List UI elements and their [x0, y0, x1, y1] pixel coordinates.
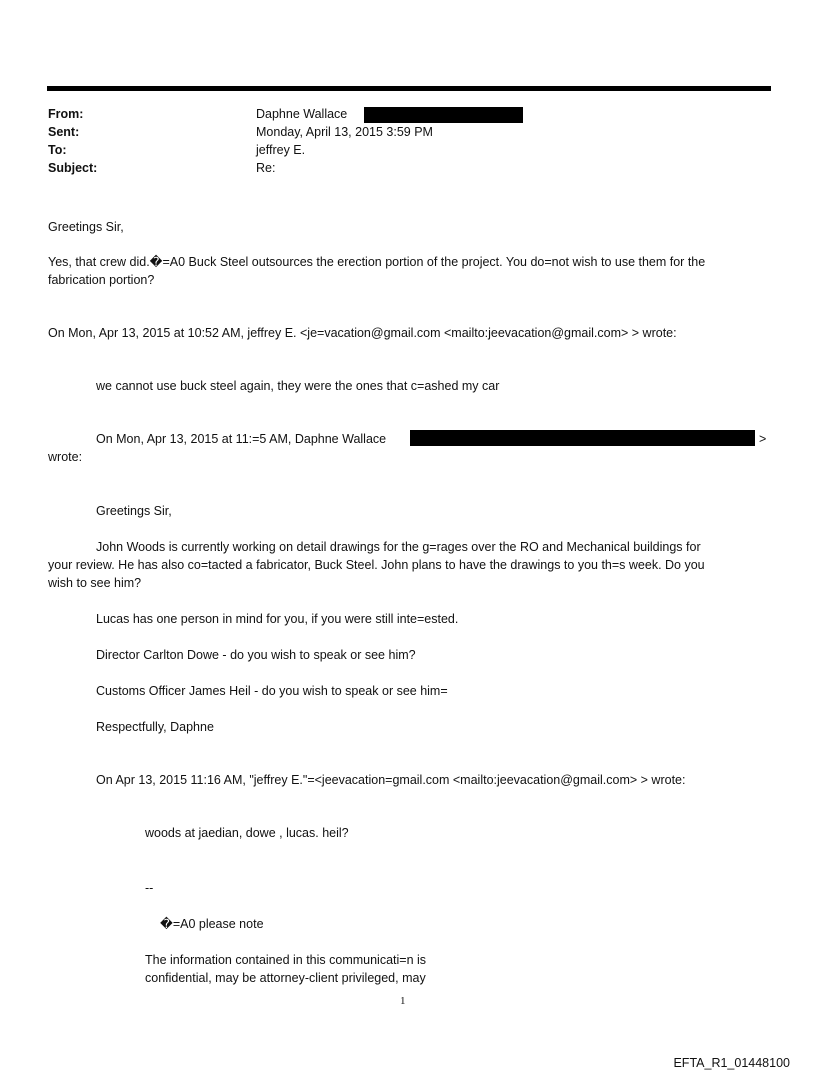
redaction-box — [364, 107, 523, 123]
header-rule — [47, 86, 771, 91]
to-value: jeffrey E. — [256, 143, 306, 157]
paragraph-line: Yes, that crew did.�=A0 Buck Steel outsources the erection portion of the project. You do=not wish to use them for the — [48, 255, 706, 269]
paragraph: Lucas has one person in mind for you, if you were still inte=ested. — [96, 612, 459, 626]
greeting: Greetings Sir, — [96, 504, 172, 518]
from-label: From: — [48, 107, 84, 121]
sent-value: Monday, April 13, 2015 3:59 PM — [256, 125, 433, 139]
paragraph-line: fabrication portion? — [48, 273, 155, 287]
quoted-text: woods at jaedian, dowe , lucas. heil? — [145, 826, 349, 840]
quote-header: On Mon, Apr 13, 2015 at 10:52 AM, jeffrey E. <je=vacation@gmail.com <mailto:jeevacation@gmail.com> > wrote: — [48, 326, 677, 340]
disclaimer-line: The information contained in this communicati=n is — [145, 953, 427, 967]
signoff: Respectfully, Daphne — [96, 720, 214, 734]
from-value: Daphne Wallace — [256, 107, 348, 121]
quote-header: On Mon, Apr 13, 2015 at 11:=5 AM, Daphne Wallace — [96, 432, 387, 446]
signature-dashes: -- — [145, 881, 154, 895]
subject-label: Subject: — [48, 161, 98, 175]
to-label: To: — [48, 143, 67, 157]
disclaimer-line: confidential, may be attorney-client privileged, may — [145, 971, 426, 985]
sent-label: Sent: — [48, 125, 80, 139]
bates-number: EFTA_R1_01448100 — [673, 1056, 790, 1070]
paragraph-line: your review. He has also co=tacted a fabricator, Buck Steel. John plans to have the drawings to you th=s week. Do you — [48, 558, 705, 572]
page-number: 1 — [400, 995, 406, 1007]
note: �=A0 please note — [160, 917, 264, 931]
redaction-box — [410, 430, 755, 446]
paragraph-line: John Woods is currently working on detail drawings for the g=rages over the RO and Mechanical buildings for — [96, 540, 701, 554]
quoted-text: we cannot use buck steel again, they were the ones that c=ashed my car — [96, 379, 500, 393]
quote-header-end: > — [759, 432, 767, 446]
paragraph-line: wish to see him? — [48, 576, 142, 590]
quote-header: On Apr 13, 2015 11:16 AM, "jeffrey E."=<jeevacation=gmail.com <mailto:jeevacation@gmail.com> > wrote: — [96, 773, 686, 787]
quote-header-wrote: wrote: — [48, 450, 83, 464]
paragraph: Customs Officer James Heil - do you wish to speak or see him= — [96, 684, 448, 698]
paragraph: Director Carlton Dowe - do you wish to speak or see him? — [96, 648, 416, 662]
greeting: Greetings Sir, — [48, 220, 124, 234]
subject-value: Re: — [256, 161, 276, 175]
